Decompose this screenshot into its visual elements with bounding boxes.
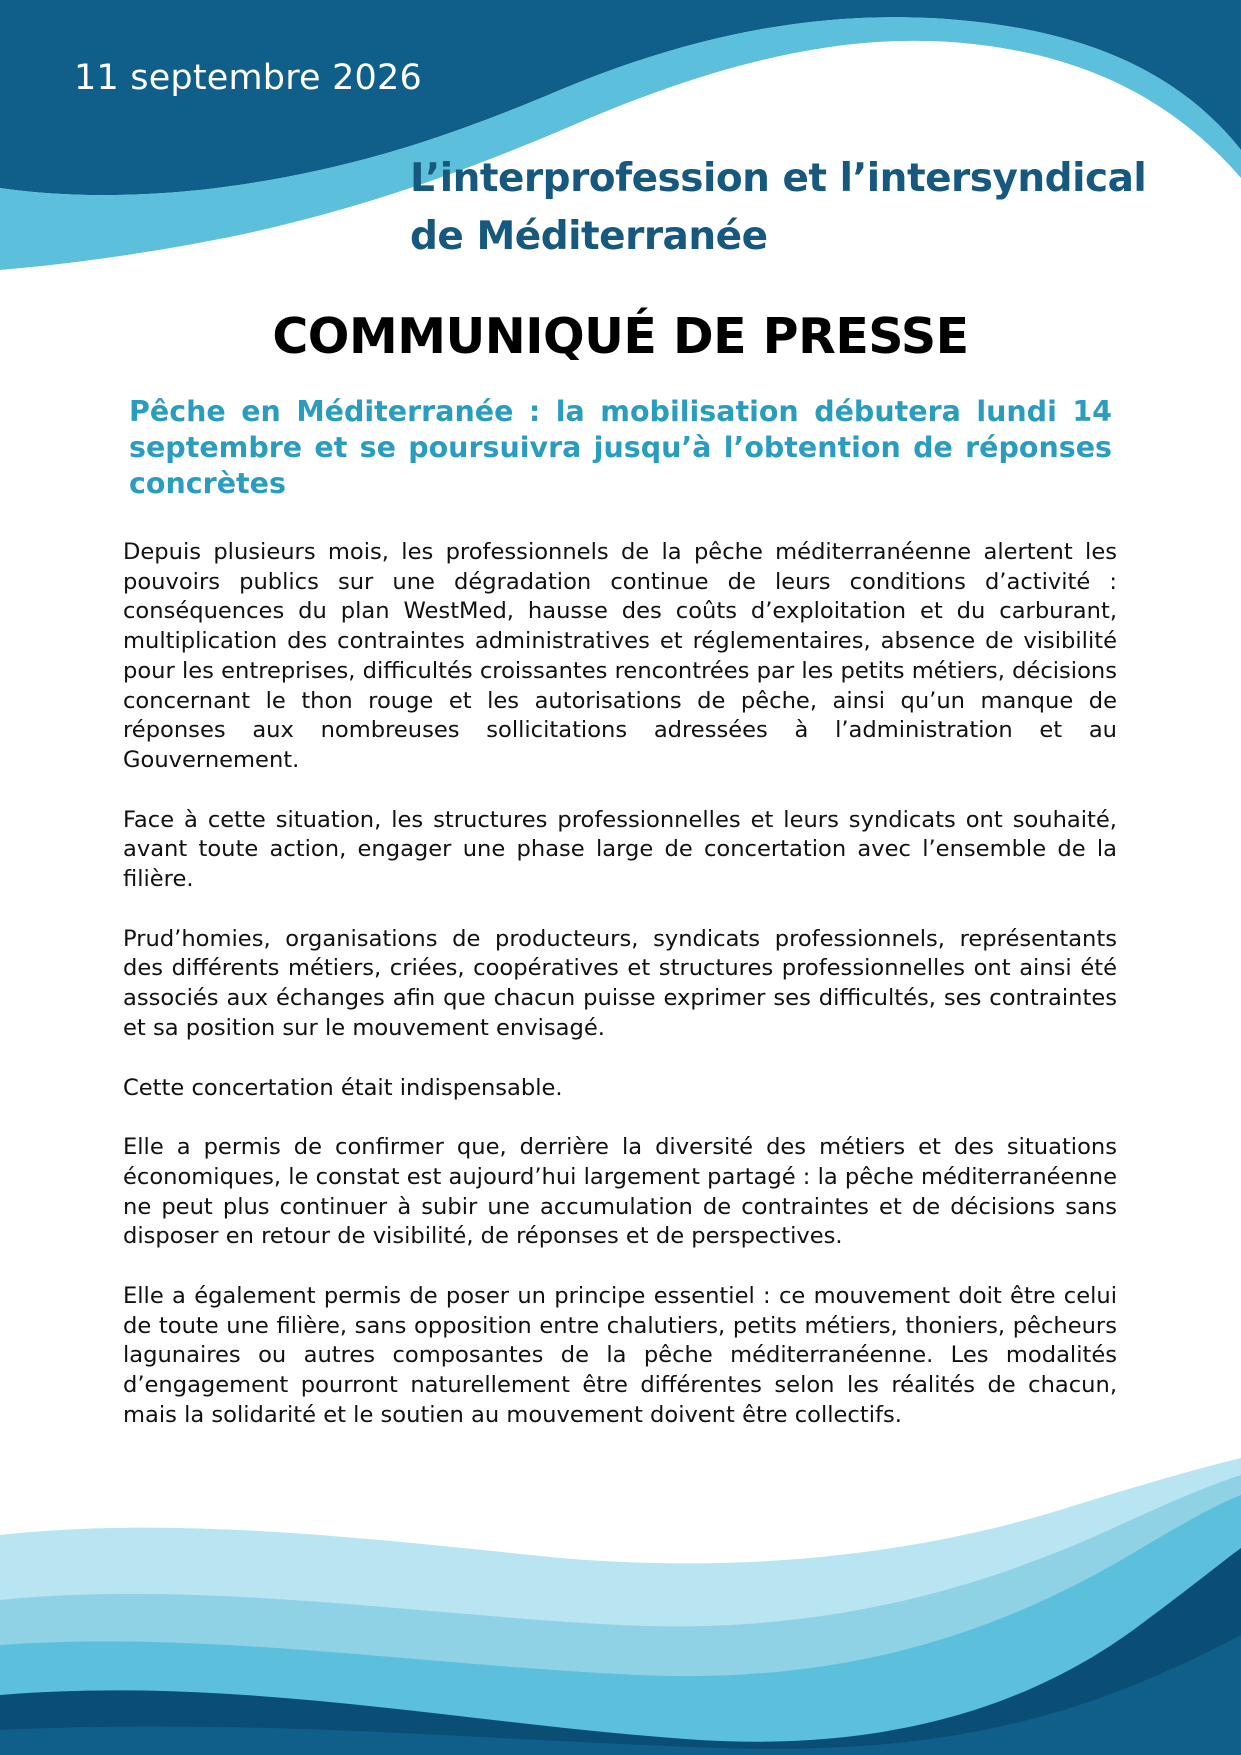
body-paragraph: Depuis plusieurs mois, les professionnels de la pêche méditerranéenne alertent les pouvoirs publics sur une dégradation continue de leurs conditions d’activité : conséquences du plan WestMed, hausse des coûts d’exploitation et du carburant, multiplication des contraintes administratives et réglementaires, absence de visibilité pour les entreprises, difficultés croissantes rencontrées par les petits métiers, décisions concernant le thon rouge et les autorisations de pêche, ainsi qu’un manque de réponses aux nombreuses sollicitations adressées à l’administration et au Gouvernement.: [123, 539, 1117, 773]
body-paragraph: Elle a également permis de poser un principe essentiel : ce mouvement doit être celui de toute une filière, sans opposition entre chalutiers, petits métiers, thoniers, pêcheurs lagunaires ou autres composantes de la pêche méditerranéenne. Les modalités d’engagement pourront naturellement être différentes selon les réalités de chacun, mais la solidarité et le soutien au mouvement doivent être collectifs.: [123, 1283, 1117, 1428]
press-release-subtitle: Pêche en Méditerranée : la mobilisation débutera lundi 14 septembre et se poursuivra jusqu’à l’obtention de réponses concrètes: [129, 395, 1112, 500]
press-release-date: 11 septembre 2026: [74, 58, 422, 98]
footer-wave-decoration: [0, 1440, 1241, 1755]
press-release-body: [123, 538, 1117, 1461]
page-title: COMMUNIQUÉ DE PRESSE: [272, 308, 969, 365]
body-paragraph: Prud’homies, organisations de producteurs, syndicats professionnels, représentants des différents métiers, criées, coopératives et structures professionnelles ont ainsi été associés aux échanges afin que chacun puisse exprimer ses difficultés, ses contraintes et sa position sur le mouvement envisagé.: [123, 925, 1117, 1041]
body-paragraph: Cette concertation était indispensable.: [123, 1074, 563, 1101]
body-paragraph: Elle a permis de confirmer que, derrière la diversité des métiers et des situations économiques, le constat est aujourd’hui largement partagé : la pêche méditerranéenne ne peut plus continuer à subir une accumulation de contraintes et de décisions sans disposer en retour de visibilité, de réponses et de perspectives.: [123, 1134, 1117, 1250]
organization-title: L’interprofession et l’intersyndical de Méditerranée: [410, 156, 1147, 259]
body-paragraph: Face à cette situation, les structures professionnelles et leurs syndicats ont souhaité, avant toute action, engager une phase large de concertation avec l’ensemble de la filière.: [123, 806, 1117, 893]
